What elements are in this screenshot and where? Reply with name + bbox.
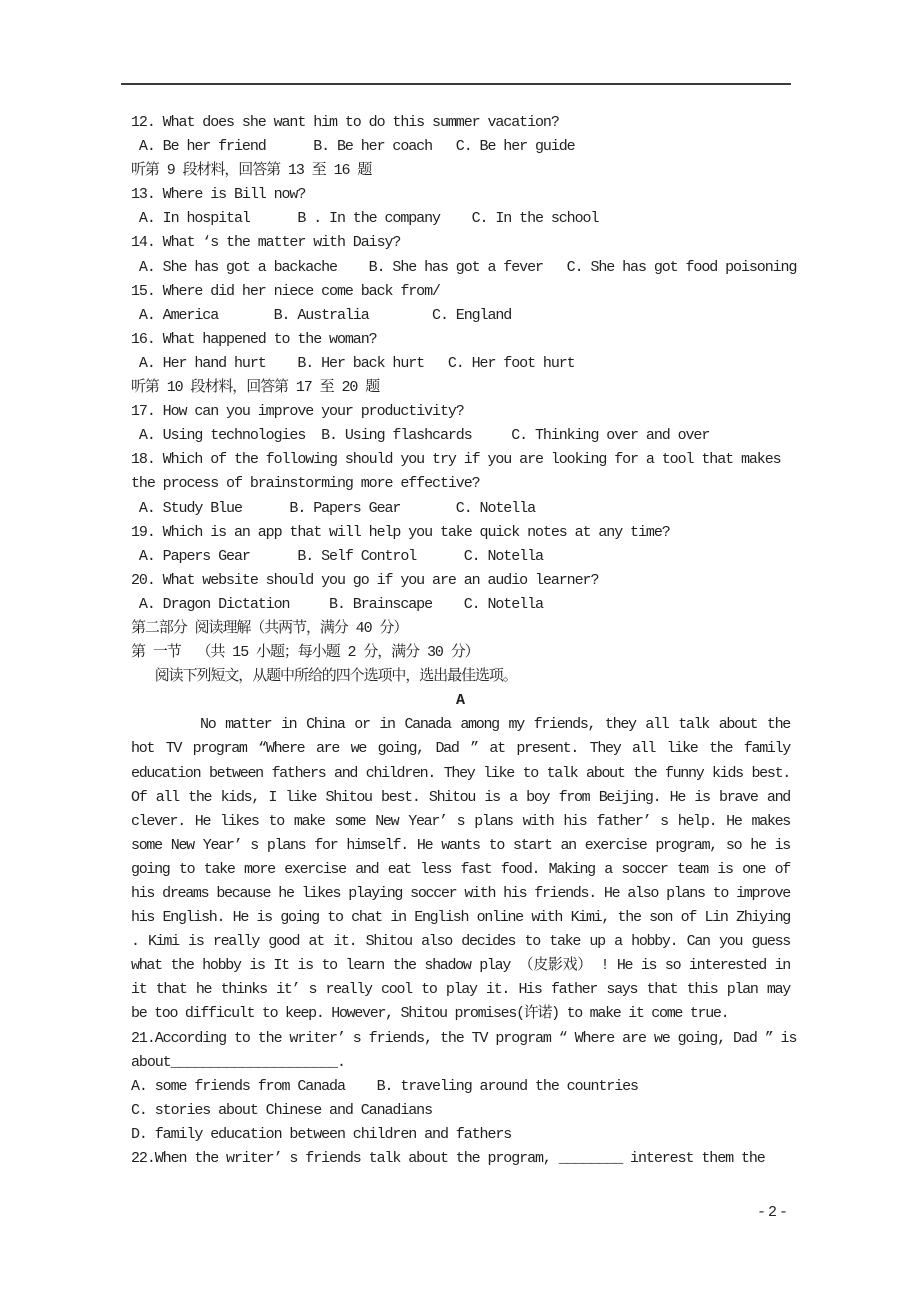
options-line: A. Her hand hurt B. Her back hurt C. Her foot hurt [131, 354, 575, 372]
passage-line: going to take more exercise and eat less fast food. Making a soccer team is one of [131, 860, 790, 878]
passage-line: his English. He is going to chat in English online with Kimi, the son of Lin Zhiying [131, 909, 790, 927]
passage-line: No matter in China or in Canada among my friends, they all talk about the [200, 716, 790, 734]
question-line: 20. What website should you go if you are an audio learner? [131, 571, 599, 589]
question-line: 19. Which is an app that will help you take quick notes at any time? [131, 523, 670, 541]
passage-line: clever. He likes to make some New Year’ s plans with his father’ s help. He makes [131, 812, 790, 830]
passage-line: hot TV program “Where are we going, Dad ” at present. They all like the family [131, 740, 790, 758]
passage-line: what the hobby is It is to learn the shadow play （皮影戏） ! He is so interested in [131, 957, 790, 975]
passage-line: be too difficult to keep. However, Shitou promises(许诺) to make it come true. [131, 1005, 729, 1023]
options-line: A. Study Blue B. Papers Gear C. Notella [131, 499, 535, 517]
passage-line: it that he thinks it’ s really cool to play it. His father says that this plan may [131, 981, 790, 999]
question-line: 22.When the writer’ s friends talk about the program, ________ interest them the [131, 1150, 765, 1168]
options-line: A. Papers Gear B. Self Control C. Notella [131, 547, 543, 565]
options-line: A. She has got a backache B. She has got a fever C. She has got food poisoning [131, 258, 797, 276]
passage-line: some New Year’ s plans for himself. He wants to start an exercise program, so he is [131, 836, 790, 854]
question-line: 16. What happened to the woman? [131, 330, 377, 348]
question-line: A. some friends from Canada B. traveling around the countries [131, 1077, 638, 1095]
options-line: A. America B. Australia C. England [131, 306, 512, 324]
question-line: 13. Where is Bill now? [131, 186, 306, 204]
passage-line: his dreams because he likes playing soccer with his friends. He also plans to improve [131, 885, 790, 902]
page-number: -2- [756, 1204, 790, 1221]
question-line: about_____________________. [131, 1053, 345, 1071]
options-line: A. Be her friend B. Be her coach C. Be her guide [131, 138, 575, 156]
chinese-heading-line: 听第 10 段材料，回答第 17 至 20 题 [131, 379, 380, 397]
chinese-heading-line: 第二部分 阅读理解（共两节，满分 40 分） [131, 619, 408, 637]
question-line: 18. Which of the following should you try if you are looking for a tool that makes [131, 451, 781, 469]
header-rule [121, 83, 791, 85]
question-line: D. family education between children and fathers [131, 1125, 512, 1143]
passage-line: education between fathers and children. They like to talk about the funny kids best. [131, 764, 790, 782]
question-line: C. stories about Chinese and Canadians [131, 1101, 433, 1119]
chinese-heading-line: 第 一节 （共 15 小题；每小题 2 分，满分 30 分） [131, 644, 479, 662]
passage-label: A [455, 692, 465, 710]
question-line: the process of brainstorming more effective? [131, 475, 480, 493]
question-line: 15. Where did her niece come back from/ [131, 282, 440, 300]
question-line: 14. What ‘s the matter with Daisy? [131, 234, 401, 252]
options-line: A. Dragon Dictation B. Brainscape C. Notella [131, 595, 543, 613]
options-line: A. In hospital B . In the company C. In the school [131, 210, 599, 228]
question-line: 21.According to the writer’ s friends, the TV program “ Where are we going, Dad ” is [131, 1029, 797, 1047]
document-content [131, 111, 797, 1171]
question-line: 12. What does she want him to do this summer vacation? [131, 114, 559, 131]
options-line: A. Using technologies B. Using flashcards C. Thinking over and over [131, 427, 710, 445]
question-line: 17. How can you improve your productivity? [131, 403, 464, 421]
chinese-heading-line: 阅读下列短文，从题中所给的四个选项中，选出最佳选项。 [131, 668, 517, 686]
chinese-heading-line: 听第 9 段材料，回答第 13 至 16 题 [131, 162, 372, 180]
passage-line: Of all the kids, I like Shitou best. Shitou is a boy from Beijing. He is brave and [131, 788, 790, 806]
passage-line: . Kimi is really good at it. Shitou also decides to take up a hobby. Can you guess [131, 933, 790, 951]
